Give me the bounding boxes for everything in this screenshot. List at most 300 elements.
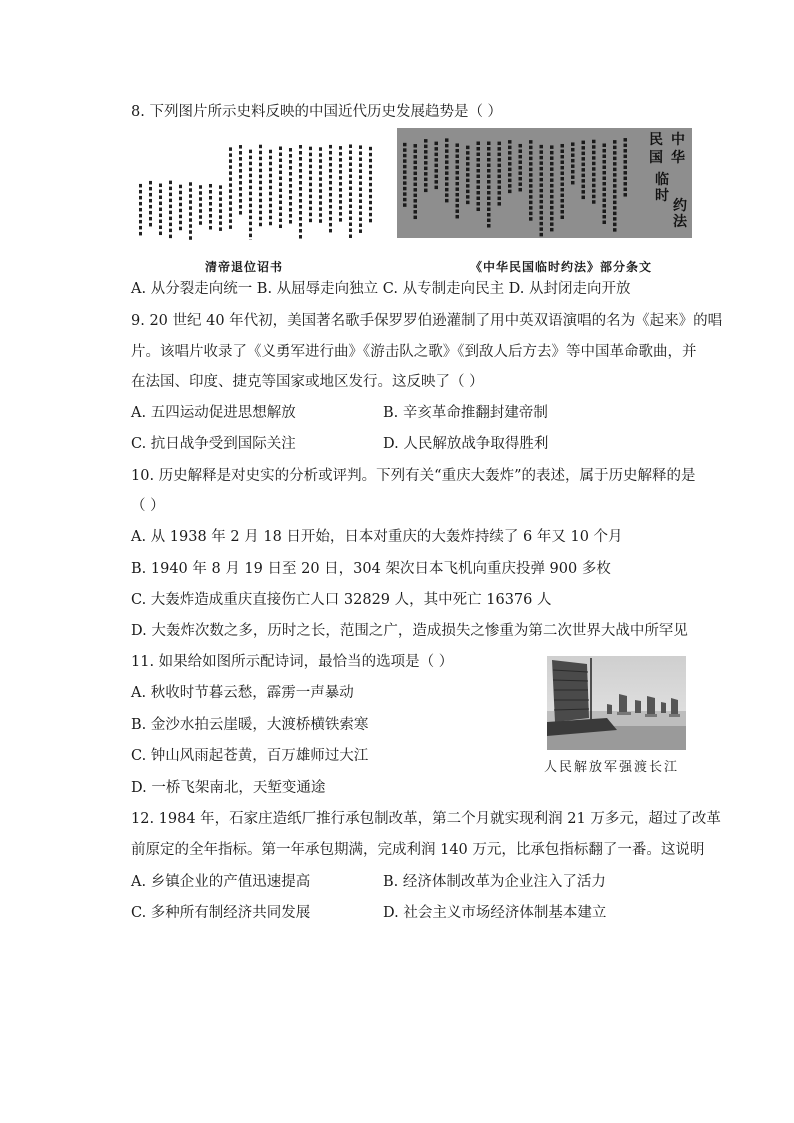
edict-char-mark [259,217,262,221]
edict-char-mark [359,193,362,197]
edict-char-mark [269,216,272,220]
constitution-char-mark [519,144,523,148]
constitution-char-mark [624,177,628,181]
edict-char-mark [319,159,322,163]
constitution-char-mark [424,139,428,143]
edict-char-mark [349,234,352,238]
constitution-title-char: 临 [655,172,669,188]
edict-char-mark [269,222,272,226]
constitution-char-mark [414,166,418,170]
constitution-char-mark [571,170,575,174]
edict-char-mark [329,169,332,173]
constitution-title-char: 国 [649,150,663,166]
constitution-char-mark [613,146,617,150]
q12-option-b: B. 经济体制改革为企业注入了活力 [383,874,606,890]
constitution-char-mark [424,189,428,193]
edict-char-mark [319,147,322,151]
edict-char-mark [249,222,252,226]
edict-char-mark [259,163,262,167]
edict-char-mark [139,190,142,194]
constitution-char-mark [487,219,491,223]
edict-char-mark [169,199,172,203]
constitution-char-mark [613,173,617,177]
constitution-char-mark [550,189,554,193]
edict-char-mark [159,220,162,224]
edict-char-mark [239,151,242,155]
constitution-char-mark [561,199,565,203]
edict-char-mark [359,175,362,179]
constitution-char-mark [445,171,449,175]
edict-char-mark [369,147,372,151]
edict-char-mark [349,174,352,178]
constitution-char-mark [477,186,481,190]
constitution-char-mark [487,169,491,173]
edict-char-mark [239,157,242,161]
edict-char-mark [269,162,272,166]
constitution-char-mark [498,142,502,146]
edict-char-mark [239,199,242,203]
constitution-char-mark [529,168,533,172]
constitution-char-mark [403,165,407,169]
edict-char-mark [319,171,322,175]
constitution-char-mark [445,182,449,186]
constitution-char-mark [592,167,596,171]
constitution-char-mark [529,184,533,188]
constitution-char-mark [540,178,544,182]
edict-char-mark [329,199,332,203]
constitution-char-mark [592,162,596,166]
edict-char-mark [159,202,162,206]
edict-char-mark [259,145,262,149]
q11-caption: 人民解放军强渡长江 [544,760,680,775]
constitution-char-mark [508,146,512,150]
edict-char-mark [199,209,202,213]
q10-stem-line-1: 10. 历史解释是对史实的分析或评判。下列有关“重庆大轰炸”的表述，属于历史解释的是 [131,468,696,484]
edict-char-mark [299,163,302,167]
constitution-char-mark [603,204,607,208]
edict-char-mark [269,204,272,208]
edict-char-mark [359,217,362,221]
edict-char-mark [239,175,242,179]
edict-char-mark [299,169,302,173]
constitution-char-mark [529,146,533,150]
constitution-char-mark [456,198,460,202]
edict-char-mark [329,229,332,233]
edict-char-mark [169,181,172,185]
edict-char-mark [339,194,342,198]
constitution-char-mark [477,153,481,157]
edict-char-mark [229,183,232,187]
edict-char-mark [229,213,232,217]
edict-char-mark [329,223,332,227]
constitution-char-mark [582,168,586,172]
edict-char-mark [339,212,342,216]
constitution-char-mark [529,179,533,183]
edict-char-mark [339,164,342,168]
edict-char-mark [259,157,262,161]
edict-char-mark [239,187,242,191]
edict-char-mark [359,157,362,161]
constitution-char-mark [519,177,523,181]
constitution-char-mark [477,191,481,195]
edict-char-mark [139,196,142,200]
constitution-char-mark [592,184,596,188]
constitution-title-char: 民 [649,132,663,148]
constitution-title-char: 法 [673,214,687,230]
constitution-char-mark [540,205,544,209]
q8-caption-right: 《中华民国临时约法》部分条文 [470,260,653,274]
edict-char-mark [179,191,182,195]
edict-char-mark [289,208,292,212]
edict-char-mark [369,165,372,168]
edict-char-mark [159,232,162,236]
edict-char-mark [369,171,372,175]
edict-char-mark [209,190,212,194]
constitution-char-mark [414,199,418,203]
constitution-char-mark [561,144,565,148]
constitution-char-mark [487,153,491,157]
edict-char-mark [279,225,282,229]
constitution-char-mark [519,188,523,192]
constitution-char-mark [571,164,575,168]
edict-char-mark [249,162,252,166]
edict-char-mark [299,235,302,239]
edict-char-mark [269,168,272,172]
edict-char-mark [369,189,372,193]
edict-char-mark [229,171,232,175]
constitution-char-mark [508,179,512,183]
constitution-char-mark [445,144,449,148]
edict-char-mark [289,202,292,206]
constitution-char-mark [550,178,554,182]
constitution-char-mark [456,154,460,158]
edict-char-mark [309,147,312,151]
constitution-char-mark [456,182,460,186]
edict-char-mark [369,177,372,181]
edict-char-mark [369,207,372,211]
constitution-char-mark [540,194,544,198]
constitution-char-mark [508,173,512,177]
edict-char-mark [319,195,322,199]
constitution-char-mark [550,200,554,204]
edict-char-mark [349,210,352,214]
q12-stem-line-1: 12. 1984 年，石家庄造纸厂推行承包制改革，第二个月就实现利润 21 万多元，超过了改革 [131,811,721,827]
constitution-char-mark [414,210,418,214]
provisional-constitution-scan [397,128,692,238]
constitution-char-mark [540,211,544,215]
constitution-char-mark [466,151,470,155]
constitution-char-mark [498,180,502,184]
constitution-char-mark [435,153,439,157]
edict-char-mark [239,193,242,197]
edict-char-mark [209,208,212,212]
constitution-char-mark [456,204,460,208]
constitution-char-mark [519,171,523,175]
edict-char-mark [219,215,222,219]
edict-char-mark [309,159,312,163]
constitution-char-mark [424,178,428,182]
q12-option-d: D. 社会主义市场经济体制基本建立 [383,905,607,921]
constitution-char-mark [582,163,586,167]
edict-char-mark [269,180,272,184]
edict-char-mark [319,153,322,157]
q9-stem-line-1: 9. 20 世纪 40 年代初，美国著名歌手保罗罗伯逊灌制了用中英双语演唱的名为《起来》的唱 [131,313,723,329]
q11-option-b: B. 金沙水拍云崖暖，大渡桥横铁索寒 [131,717,369,733]
edict-char-mark [199,191,202,195]
constitution-char-mark [613,168,617,172]
q9-stem-line-3: 在法国、印度、捷克等国家或地区发行。这反映了（ ） [131,374,484,390]
edict-char-mark [339,152,342,156]
constitution-char-mark [466,157,470,161]
edict-char-mark [309,177,312,181]
constitution-char-mark [571,142,575,146]
edict-char-mark [329,157,332,161]
constitution-char-mark [487,191,491,195]
constitution-char-mark [561,210,565,214]
edict-char-mark [349,150,352,154]
constitution-char-mark [498,186,502,190]
edict-char-mark [299,181,302,185]
constitution-char-mark [540,145,544,149]
edict-char-mark [249,150,252,154]
edict-char-mark [139,232,142,236]
edict-char-mark [189,188,192,192]
q12-option-a: A. 乡镇企业的产值迅速提高 [131,874,311,890]
constitution-char-mark [561,166,565,170]
edict-char-mark [279,171,282,175]
constitution-char-mark [624,182,628,186]
edict-char-mark [219,227,222,231]
edict-char-mark [259,181,262,185]
constitution-char-mark [435,158,439,162]
edict-char-mark [229,201,232,205]
constitution-char-mark [508,168,512,172]
constitution-char-mark [603,154,607,158]
constitution-char-mark [550,184,554,188]
edict-char-mark [249,216,252,220]
edict-char-mark [319,189,322,193]
constitution-char-mark [477,175,481,179]
edict-char-mark [319,165,322,169]
constitution-char-mark [403,143,407,147]
edict-char-mark [179,221,182,225]
constitution-char-mark [414,188,418,192]
constitution-char-mark [540,156,544,160]
constitution-char-mark [603,215,607,219]
constitution-char-mark [403,187,407,191]
constitution-char-mark [561,204,565,208]
constitution-char-mark [445,149,449,153]
edict-char-mark [179,203,182,207]
constitution-char-mark [477,158,481,162]
constitution-char-mark [414,161,418,165]
constitution-char-mark [613,179,617,183]
constitution-char-mark [424,167,428,171]
constitution-char-mark [487,180,491,184]
edict-char-mark [169,187,172,191]
edict-char-mark [289,148,292,152]
constitution-char-mark [571,148,575,152]
q9-stem-line-2: 片。该唱片收录了《义勇军进行曲》《游击队之歌》《到敌人后方去》等中国革命歌曲，并 [131,344,697,360]
constitution-char-mark [456,171,460,175]
edict-char-mark [259,193,262,197]
edict-char-mark [329,193,332,197]
edict-char-mark [259,211,262,215]
edict-char-mark [159,196,162,200]
constitution-char-mark [540,189,544,193]
constitution-char-mark [435,175,439,179]
edict-char-mark [229,189,232,193]
river-crossing-photo [547,656,686,750]
edict-char-mark [309,171,312,175]
constitution-char-mark [487,164,491,168]
q9-option-a: A. 五四运动促进思想解放 [131,405,296,421]
constitution-char-mark [561,188,565,192]
edict-char-mark [309,183,312,187]
constitution-char-mark [613,223,617,227]
constitution-char-mark [414,183,418,187]
edict-char-mark [249,156,252,160]
edict-char-mark [359,163,362,167]
constitution-char-mark [498,175,502,179]
constitution-char-mark [424,161,428,165]
edict-char-mark [339,188,342,192]
edict-char-mark [269,156,272,160]
constitution-char-mark [466,179,470,183]
edict-char-mark [209,202,212,206]
edict-char-mark [149,193,152,197]
constitution-char-mark [592,178,596,182]
constitution-char-mark [561,171,565,175]
constitution-char-mark [445,193,449,197]
constitution-char-mark [498,164,502,168]
constitution-char-mark [403,159,407,163]
constitution-char-mark [445,155,449,159]
constitution-char-mark [487,142,491,146]
constitution-char-mark [613,195,617,199]
constitution-char-mark [592,145,596,149]
constitution-char-mark [456,149,460,153]
constitution-char-mark [456,209,460,213]
edict-char-mark [139,208,142,212]
abdication-edict-scan [131,136,383,240]
edict-char-mark [279,201,282,205]
constitution-char-mark [603,220,607,224]
edict-char-mark [369,183,372,187]
constitution-char-mark [435,180,439,184]
constitution-char-mark [550,211,554,215]
edict-char-mark [289,166,292,170]
edict-char-mark [189,212,192,216]
constitution-char-mark [435,142,439,146]
constitution-char-mark [613,151,617,155]
edict-char-mark [319,207,322,211]
constitution-char-mark [498,153,502,157]
q8-caption-left: 清帝退位诏书 [205,260,284,274]
edict-char-mark [319,183,322,187]
edict-char-mark [269,192,272,196]
edict-char-mark [199,221,202,225]
edict-char-mark [329,205,332,209]
constitution-char-mark [603,160,607,164]
q11-option-c: C. 钟山风雨起苍黄，百万雄师过大江 [131,748,369,764]
edict-char-mark [229,153,232,157]
edict-char-mark [259,151,262,155]
edict-char-mark [359,169,362,173]
edict-char-mark [299,175,302,179]
constitution-char-mark [561,182,565,186]
edict-char-mark [189,182,192,186]
edict-char-mark [219,185,222,189]
q9-option-d: D. 人民解放战争取得胜利 [383,436,549,452]
constitution-char-mark [445,177,449,181]
constitution-char-mark [592,156,596,160]
q12-stem-line-2: 前原定的全年指标。第一年承包期满，完成利润 140 万元，比承包指标翻了一番。这说明 [131,842,705,858]
edict-char-mark [289,220,292,224]
edict-char-mark [249,210,252,214]
constitution-char-mark [414,194,418,198]
constitution-char-mark [550,228,554,232]
constitution-char-mark [540,172,544,176]
constitution-char-mark [487,158,491,162]
edict-char-mark [259,187,262,191]
edict-char-mark [349,192,352,196]
edict-char-mark [269,174,272,178]
constitution-char-mark [508,157,512,161]
constitution-char-mark [498,169,502,173]
constitution-char-mark [487,147,491,151]
edict-char-mark [229,177,232,181]
constitution-char-mark [613,162,617,166]
edict-char-mark [179,215,182,219]
constitution-char-mark [529,217,533,221]
edict-char-mark [179,185,182,189]
constitution-char-mark [414,177,418,181]
constitution-char-mark [571,153,575,157]
q8-stem: 8. 下列图片所示史料反映的中国近代历史发展趋势是（ ） [131,104,503,120]
constitution-char-mark [592,189,596,193]
constitution-char-mark [414,205,418,209]
constitution-char-mark [550,145,554,149]
edict-char-mark [319,213,322,217]
edict-char-mark [249,204,252,208]
edict-char-mark [229,165,232,169]
constitution-char-mark [519,182,523,186]
constitution-char-mark [592,151,596,155]
constitution-char-mark [624,171,628,175]
edict-char-mark [279,195,282,199]
edict-char-mark [309,153,312,157]
constitution-char-mark [613,140,617,144]
edict-char-mark [359,229,362,233]
constitution-char-mark [414,216,418,220]
edict-char-mark [349,222,352,226]
constitution-char-mark [414,155,418,159]
constitution-char-mark [550,151,554,155]
edict-char-mark [159,208,162,212]
edict-char-mark [249,192,252,196]
edict-char-mark [159,184,162,188]
constitution-char-mark [603,143,607,147]
edict-char-mark [179,227,182,231]
edict-char-mark [249,186,252,190]
edict-char-mark [279,183,282,187]
edict-char-mark [149,187,152,191]
constitution-char-mark [477,197,481,201]
constitution-char-mark [466,162,470,166]
constitution-char-mark [550,167,554,171]
edict-char-mark [289,196,292,200]
